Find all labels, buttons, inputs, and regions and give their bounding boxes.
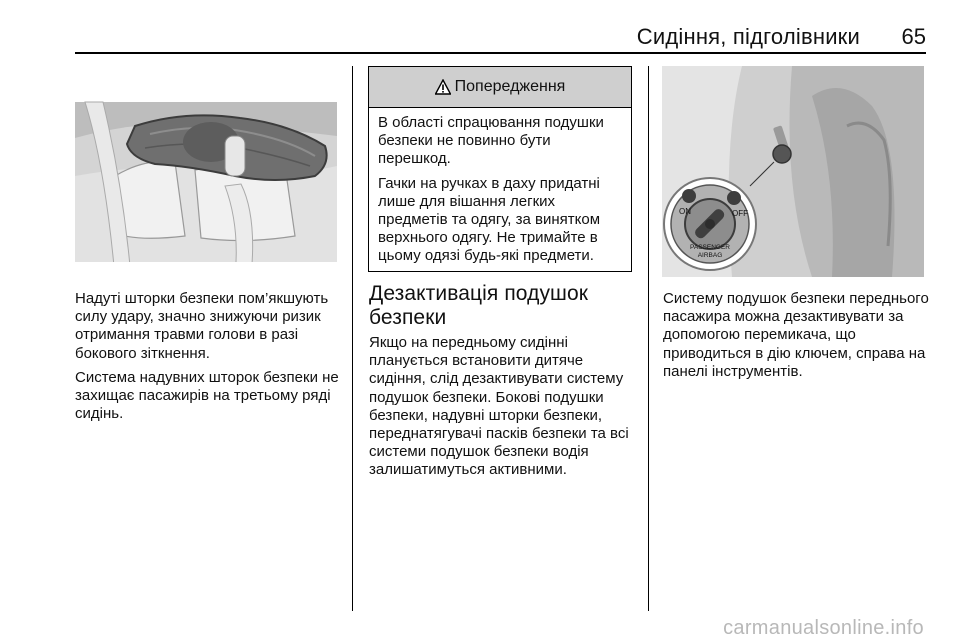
header-rule (75, 52, 926, 54)
switch-label-on: ON (679, 207, 691, 216)
column-divider-right (648, 66, 649, 611)
page-number: 65 (901, 24, 926, 49)
curtain-airbag-illustration (75, 66, 337, 277)
watermark: carmanualsonline.info (723, 617, 924, 639)
warning-body (369, 108, 631, 266)
warning-header (369, 67, 631, 108)
section-heading: Дезактивація подушок безпеки (369, 282, 589, 329)
column-divider-left (352, 66, 353, 611)
paragraph: Надуті шторки безпеки пом’якшують силу удару, значно знижуючи ризик отримання травми голови в разі бокового зіткнення. (75, 290, 329, 362)
airbag-switch-illustration (662, 66, 924, 277)
switch-label-passenger: PASSENGER (690, 244, 730, 251)
warning-paragraph: В області спрацювання подушки безпеки не повинно бути перешкод. (378, 114, 604, 168)
section-paragraph: Якщо на передньому сидінні планується встановити дитяче сидіння, слід дезактивувати систему подушок безпеки. Бокові подушки безпеки, надувні шторки безпеки, переднатягувачі пасків безпеки та всі системи подушок безпеки водія залишатимуться активними. (369, 334, 629, 479)
page-header-title: Сидіння, підголівники (636, 24, 860, 49)
warning-triangle-icon (435, 79, 451, 95)
paragraph: Система надувних шторок безпеки не захищає пасажирів на третьому ряді сидінь. (75, 368, 339, 423)
warning-paragraph: Гачки на ручках в даху придатні лише для вішання легких предметів та одягу, за винятком верхнього одягу. Не тримайте в цьому одязі будь-які предмети. (378, 174, 601, 265)
switch-label-off: OFF (732, 209, 748, 218)
warning-title: Попередження (454, 78, 566, 95)
column1-text (75, 290, 343, 423)
column3-paragraph: Систему подушок безпеки переднього пасажира можна дезактивувати за допомогою перемикача, що приводиться в дію ключем, справа на панелі інструментів. (663, 290, 929, 380)
switch-label-airbag: AIRBAG (697, 252, 723, 259)
warning-box (368, 66, 632, 272)
